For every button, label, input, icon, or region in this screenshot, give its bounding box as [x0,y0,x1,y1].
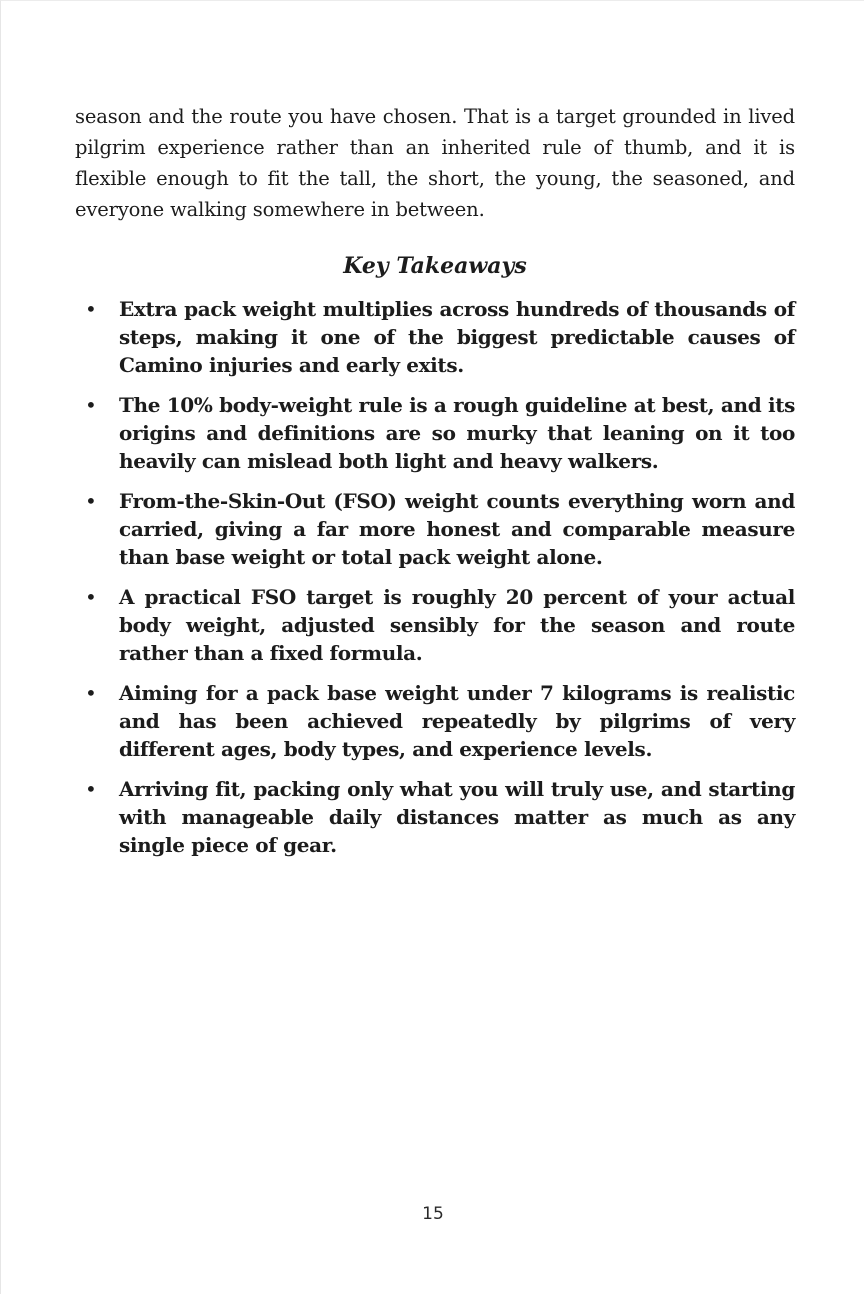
list-item [75,583,795,667]
key-takeaways-list [75,295,795,859]
bullet-icon: • [85,681,97,705]
list-item [75,487,795,571]
takeaway-text: Arriving fit, packing only what you will truly use, and starting with manageable daily distances matter as much as any single piece of gear. [119,777,795,857]
takeaway-text: From-the-Skin-Out (FSO) weight counts everything worn and carried, giving a far more honest and comparable measure than base weight or total pack weight alone. [119,489,795,569]
takeaway-text: The 10% body-weight rule is a rough guideline at best, and its origins and definitions are so murky that leaning on it too heavily can mislead both light and heavy walkers. [119,393,795,473]
key-takeaways-heading: Key Takeaways [343,253,527,279]
takeaway-text: A practical FSO target is roughly 20 percent of your actual body weight, adjusted sensibly for the season and route rather than a fixed formula. [119,585,795,665]
list-item [75,679,795,763]
bullet-icon: • [85,297,97,321]
bullet-icon: • [85,585,97,609]
bullet-icon: • [85,393,97,417]
takeaway-text: Extra pack weight multiplies across hundreds of thousands of steps, making it one of the biggest predictable causes of Camino injuries and early exits. [119,297,795,377]
page-number: 15 [422,1204,444,1224]
list-item [75,775,795,859]
list-item [75,391,795,475]
bullet-icon: • [85,489,97,513]
body-paragraph: season and the route you have chosen. That is a target grounded in lived pilgrim experience rather than an inherited rule of thumb, and it is flexible enough to fit the tall, the short, the young, the seasoned, and everyone walking somewhere in between. [75,105,795,221]
bullet-icon: • [85,777,97,801]
page-content [75,101,795,871]
takeaway-text: Aiming for a pack base weight under 7 kilograms is realistic and has been achieved repeatedly by pilgrims of very different ages, body types, and experience levels. [119,681,795,761]
list-item [75,295,795,379]
